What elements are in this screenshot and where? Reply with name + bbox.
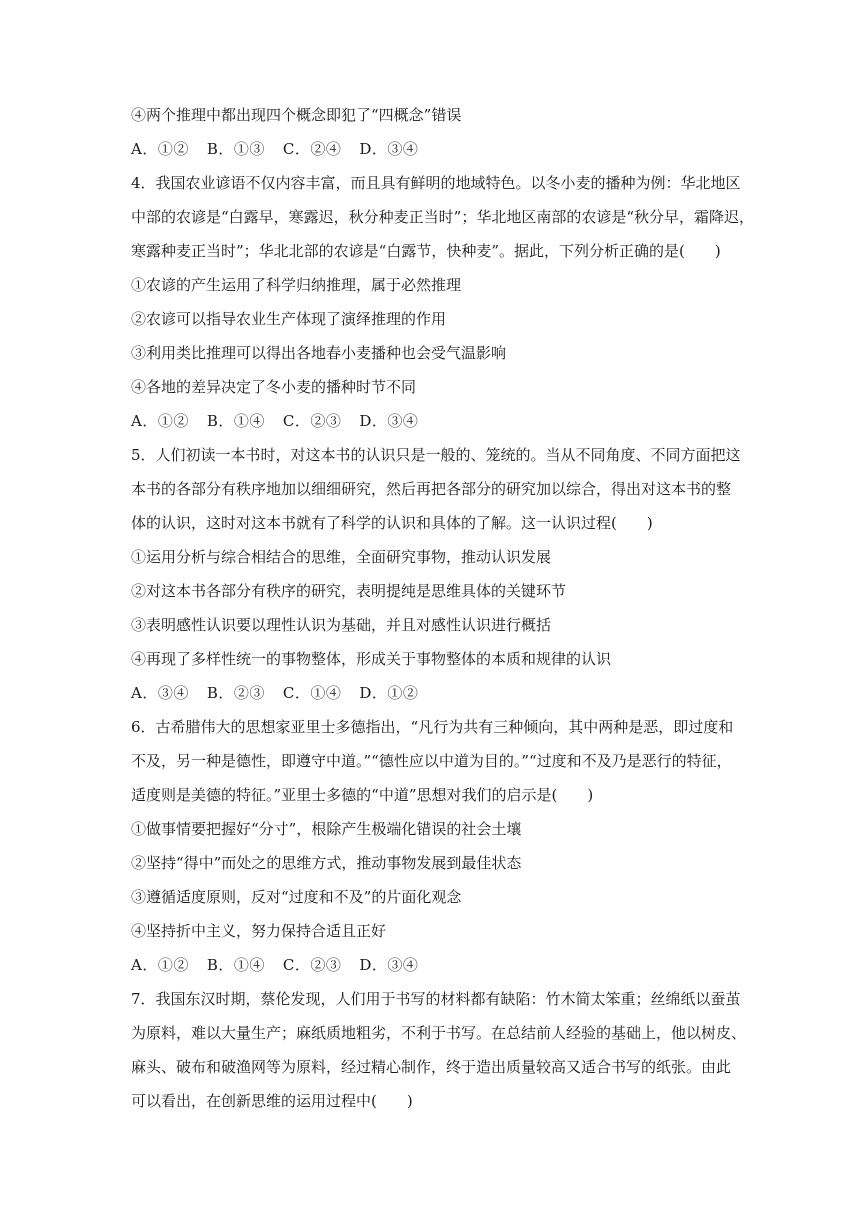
q7-stem-line: 为原料，难以大量生产；麻纸质地粗劣，不利于书写。在总结前人经验的基础上，他以树皮、 [131, 1024, 747, 1042]
q5-choice-a: A．③④ [131, 684, 189, 702]
q5-option-3: ③表明感性认识要以理性认识为基础，并且对感性认识进行概括 [131, 616, 552, 634]
q6-choice-a: A．①② [131, 956, 189, 974]
q5-choice-b: B．②③ [206, 684, 265, 702]
q3-option-4: ④两个推理中都出现四个概念即犯了“四概念”错误 [131, 106, 462, 124]
q6-stem-line: 不及，另一种是德性，即遵守中道。”“德性应以中道为目的。”“过度和不及乃是恶行的特征， [131, 752, 732, 770]
q4-option-2: ②农谚可以指导农业生产体现了演绎推理的作用 [131, 310, 447, 328]
q3-choice-c: C．②④ [282, 140, 342, 158]
q6-choice-c: C．②③ [282, 956, 342, 974]
q5-stem-line: 本书的各部分有秩序地加以细细研究，然后再把各部分的研究加以综合，得出对这本书的整 [131, 480, 732, 498]
q3-choices [131, 139, 771, 159]
q3-choice-d: D．③④ [359, 140, 419, 158]
q4-choice-b: B．①④ [206, 412, 265, 430]
q5-option-4: ④再现了多样性统一的事物整体，形成关于事物整体的本质和规律的认识 [131, 650, 612, 668]
q4-stem-line: 寒露种麦正当时”；华北北部的农谚是“白露节，快种麦”。据此，下列分析正确的是( ) [131, 242, 721, 260]
q7-stem-line: 7．我国东汉时期，蔡伦发现，人们用于书写的材料都有缺陷：竹木简太笨重；丝绵纸以蚕茧 [131, 990, 741, 1008]
q7-stem-line: 麻头、破布和破渔网等为原料，经过精心制作，终于造出质量较高又适合书写的纸张。由此 [131, 1058, 732, 1076]
q6-option-2: ②坚持“得中”而处之的思维方式，推动事物发展到最佳状态 [131, 854, 522, 872]
q6-choices [131, 955, 771, 975]
q7-stem-line: 可以看出，在创新思维的运用过程中( ) [131, 1092, 413, 1110]
q6-option-4: ④坚持折中主义，努力保持合适且正好 [131, 922, 387, 940]
q4-choice-d: D．③④ [359, 412, 419, 430]
q5-choice-d: D．①② [359, 684, 419, 702]
q4-option-1: ①农谚的产生运用了科学归纳推理，属于必然推理 [131, 276, 462, 294]
q6-option-1: ①做事情要把握好“分寸”，根除产生极端化错误的社会土壤 [131, 820, 522, 838]
q5-option-2: ②对这本书各部分有秩序的研究，表明提纯是思维具体的关键环节 [131, 582, 567, 600]
q4-choices [131, 411, 771, 431]
q4-option-4: ④各地的差异决定了冬小麦的播种时节不同 [131, 378, 417, 396]
q6-choice-b: B．①④ [206, 956, 265, 974]
q5-stem-line: 5．人们初读一本书时，对这本书的认识只是一般的、笼统的。当从不同角度、不同方面把这 [131, 446, 741, 464]
q6-stem-line: 适度则是美德的特征。”亚里士多德的“中道”思想对我们的启示是( ) [131, 786, 594, 804]
q5-choice-c: C．①④ [282, 684, 342, 702]
q4-choice-c: C．②③ [282, 412, 342, 430]
q6-choice-d: D．③④ [359, 956, 419, 974]
q5-option-1: ①运用分析与综合相结合的思维，全面研究事物，推动认识发展 [131, 548, 552, 566]
q4-stem-line: 4．我国农业谚语不仅内容丰富，而且具有鲜明的地域特色。以冬小麦的播种为例：华北地区 [131, 174, 741, 192]
q3-choice-b: B．①③ [206, 140, 265, 158]
q4-stem-line: 中部的农谚是“白露早，寒露迟，秋分种麦正当时”；华北地区南部的农谚是“秋分早，霜降迟， [131, 208, 755, 226]
q3-choice-a: A．①② [131, 140, 189, 158]
q6-option-3: ③遵循适度原则，反对“过度和不及”的片面化观念 [131, 888, 462, 906]
q4-option-3: ③利用类比推理可以得出各地春小麦播种也会受气温影响 [131, 344, 507, 362]
q5-stem-line: 体的认识，这时对这本书就有了科学的认识和具体的了解。这一认识过程( ) [131, 514, 653, 532]
q5-choices [131, 683, 771, 703]
q6-stem-line: 6．古希腊伟大的思想家亚里士多德指出，“凡行为共有三种倾向，其中两种是恶，即过度和 [131, 718, 734, 736]
q4-choice-a: A．①② [131, 412, 189, 430]
